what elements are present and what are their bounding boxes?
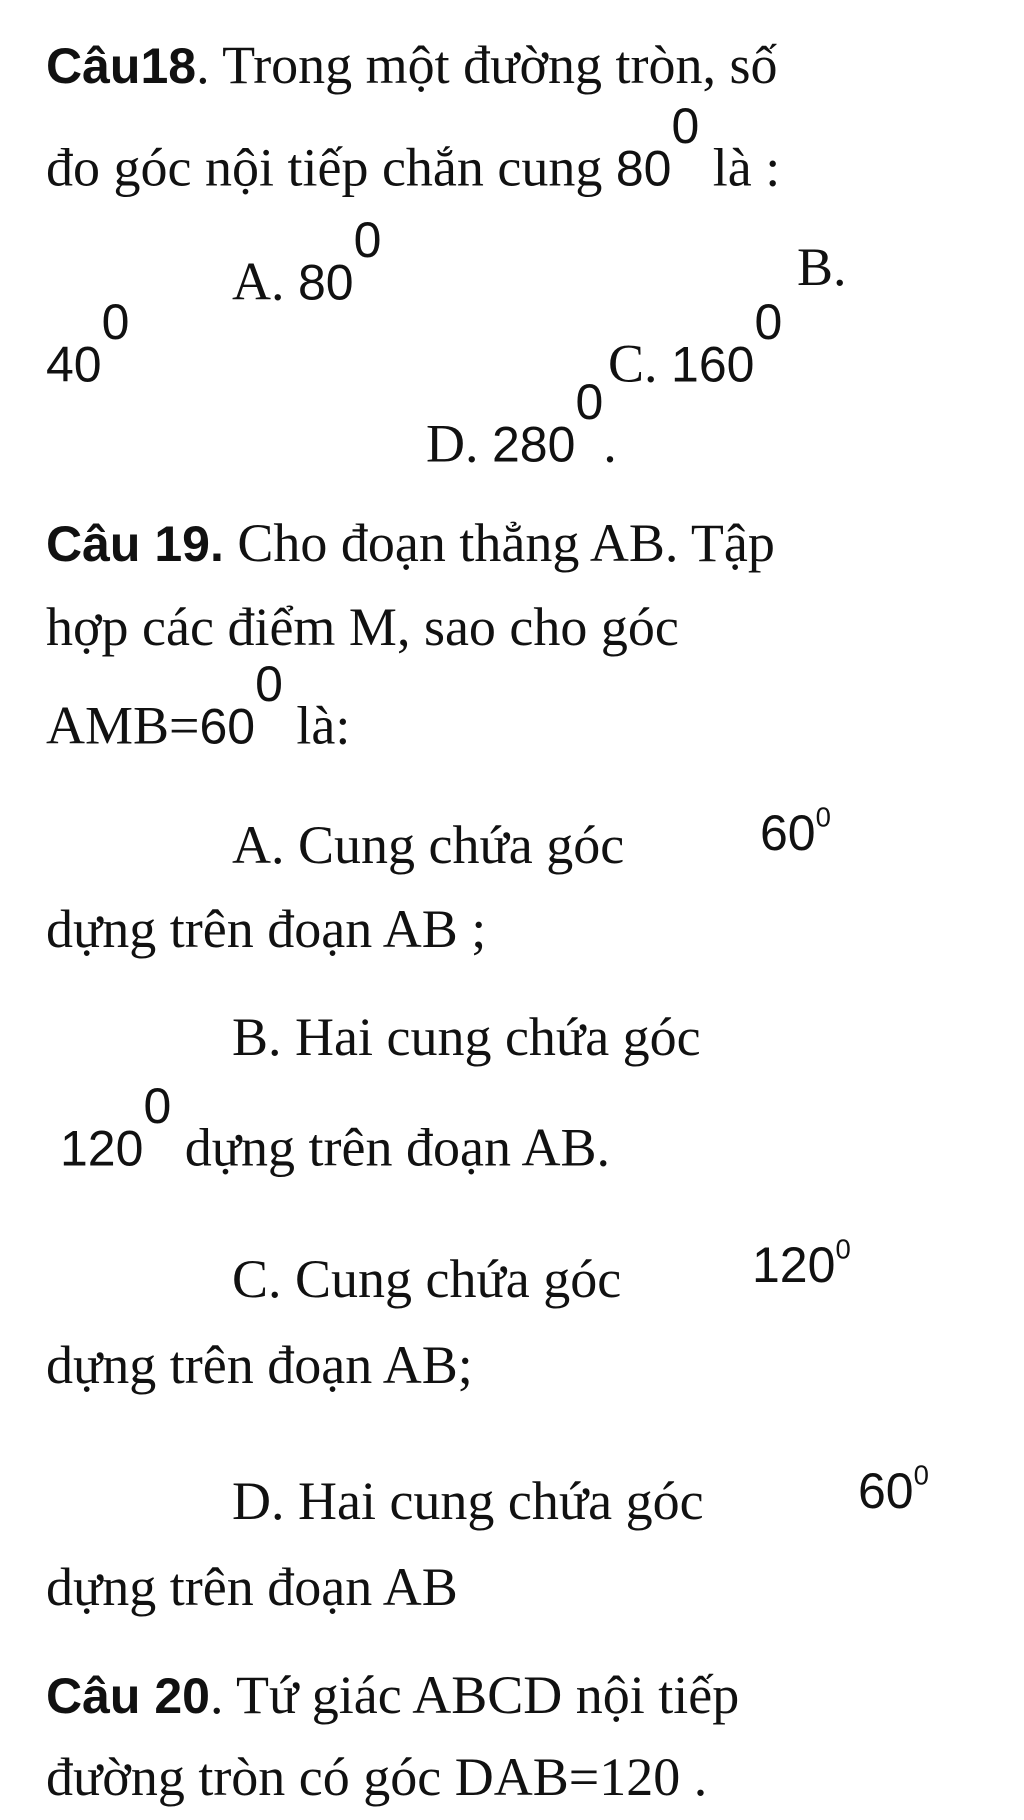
q19-angle-value: 60 [199,698,256,755]
q19-option-a-text: A. Cung chứa góc [232,815,625,875]
q18-option-c [608,294,783,394]
q18-option-c-value: 160 [671,336,755,393]
q18-line-2 [46,98,781,198]
q19-option-b-degree: 0 [143,1078,172,1134]
q19-option-c-value: 120 [752,1237,836,1293]
q19-option-d-angle [858,1459,929,1519]
q19-option-c-text: C. Cung chứa góc [232,1249,622,1309]
q19-option-c-degree: 0 [835,1233,851,1265]
q18-option-b [797,237,847,297]
q20-text-2: đường tròn có góc DAB=120 . [46,1747,708,1807]
q18-option-a-label: A. [232,251,298,312]
q19-option-b-cont-text: dựng trên đoạn AB. [171,1117,610,1178]
q19-text-1: Cho đoạn thẳng AB. Tập [223,513,775,573]
q19-angle-degree: 0 [255,656,283,712]
q19-label: Câu 19. [46,516,224,572]
q19-option-a [232,815,625,875]
q19-text-3a: AMB= [46,695,200,756]
q19-option-c-cont [46,1335,473,1395]
q19-option-d-value: 60 [858,1463,914,1519]
q19-option-a-angle [760,801,831,861]
q18-option-d [426,374,617,474]
q19-line-2 [46,597,679,657]
q20-line-1 [46,1665,740,1725]
q19-text-3-end: là: [282,695,351,756]
q18-option-a [232,212,382,312]
q19-option-c-angle [752,1233,851,1293]
q18-option-b-label: B. [797,237,847,297]
q18-text-2-end: là : [699,137,781,198]
q19-option-d [232,1471,704,1531]
q19-option-d-cont [46,1557,458,1617]
q18-option-d-value: 280 [492,416,576,473]
q18-option-b-value: 40 [46,336,102,393]
q18-option-a-degree: 0 [353,212,382,268]
q19-option-a-cont-text: dựng trên đoạn AB ; [46,899,487,959]
q20-label: Câu 20 [46,1668,210,1724]
q18-option-c-degree: 0 [754,294,783,350]
q19-option-d-degree: 0 [913,1459,929,1491]
q18-option-b-line [46,294,130,393]
q18-label: Câu18 [46,38,197,94]
q18-option-d-label: D. [426,413,492,474]
q19-option-a-degree: 0 [815,801,831,833]
q18-line-1 [46,35,778,95]
q18-text-2: đo góc nội tiếp chắn cung [46,137,616,198]
q18-option-b-degree: 0 [101,294,130,350]
q19-line-3 [46,656,351,756]
q19-option-b-value: 120 [60,1120,144,1177]
q20-line-2 [46,1747,708,1807]
q19-option-a-cont [46,899,487,959]
q19-option-b-cont [60,1078,610,1178]
q19-line-1 [46,513,775,573]
q19-option-b-text: B. Hai cung chứa góc [232,1007,701,1067]
q18-option-a-value: 80 [298,254,354,311]
q18-option-d-end: . [603,413,617,474]
q19-option-a-value: 60 [760,805,816,861]
q19-option-c-cont-text: dựng trên đoạn AB; [46,1335,473,1395]
q18-option-c-label: C. [608,333,672,394]
q19-text-2: hợp các điểm M, sao cho góc [46,597,679,657]
q18-text-1: . Trong một đường tròn, số [196,35,778,95]
q18-arc-value: 80 [615,140,672,197]
q20-text-1: . Tứ giác ABCD nội tiếp [209,1665,740,1725]
q19-option-d-cont-text: dựng trên đoạn AB [46,1557,458,1617]
q18-degree-mark: 0 [671,98,700,154]
q18-option-d-degree: 0 [575,374,604,430]
q19-option-b [232,1007,701,1067]
q19-option-d-text: D. Hai cung chứa góc [232,1471,704,1531]
q19-option-c [232,1249,622,1309]
